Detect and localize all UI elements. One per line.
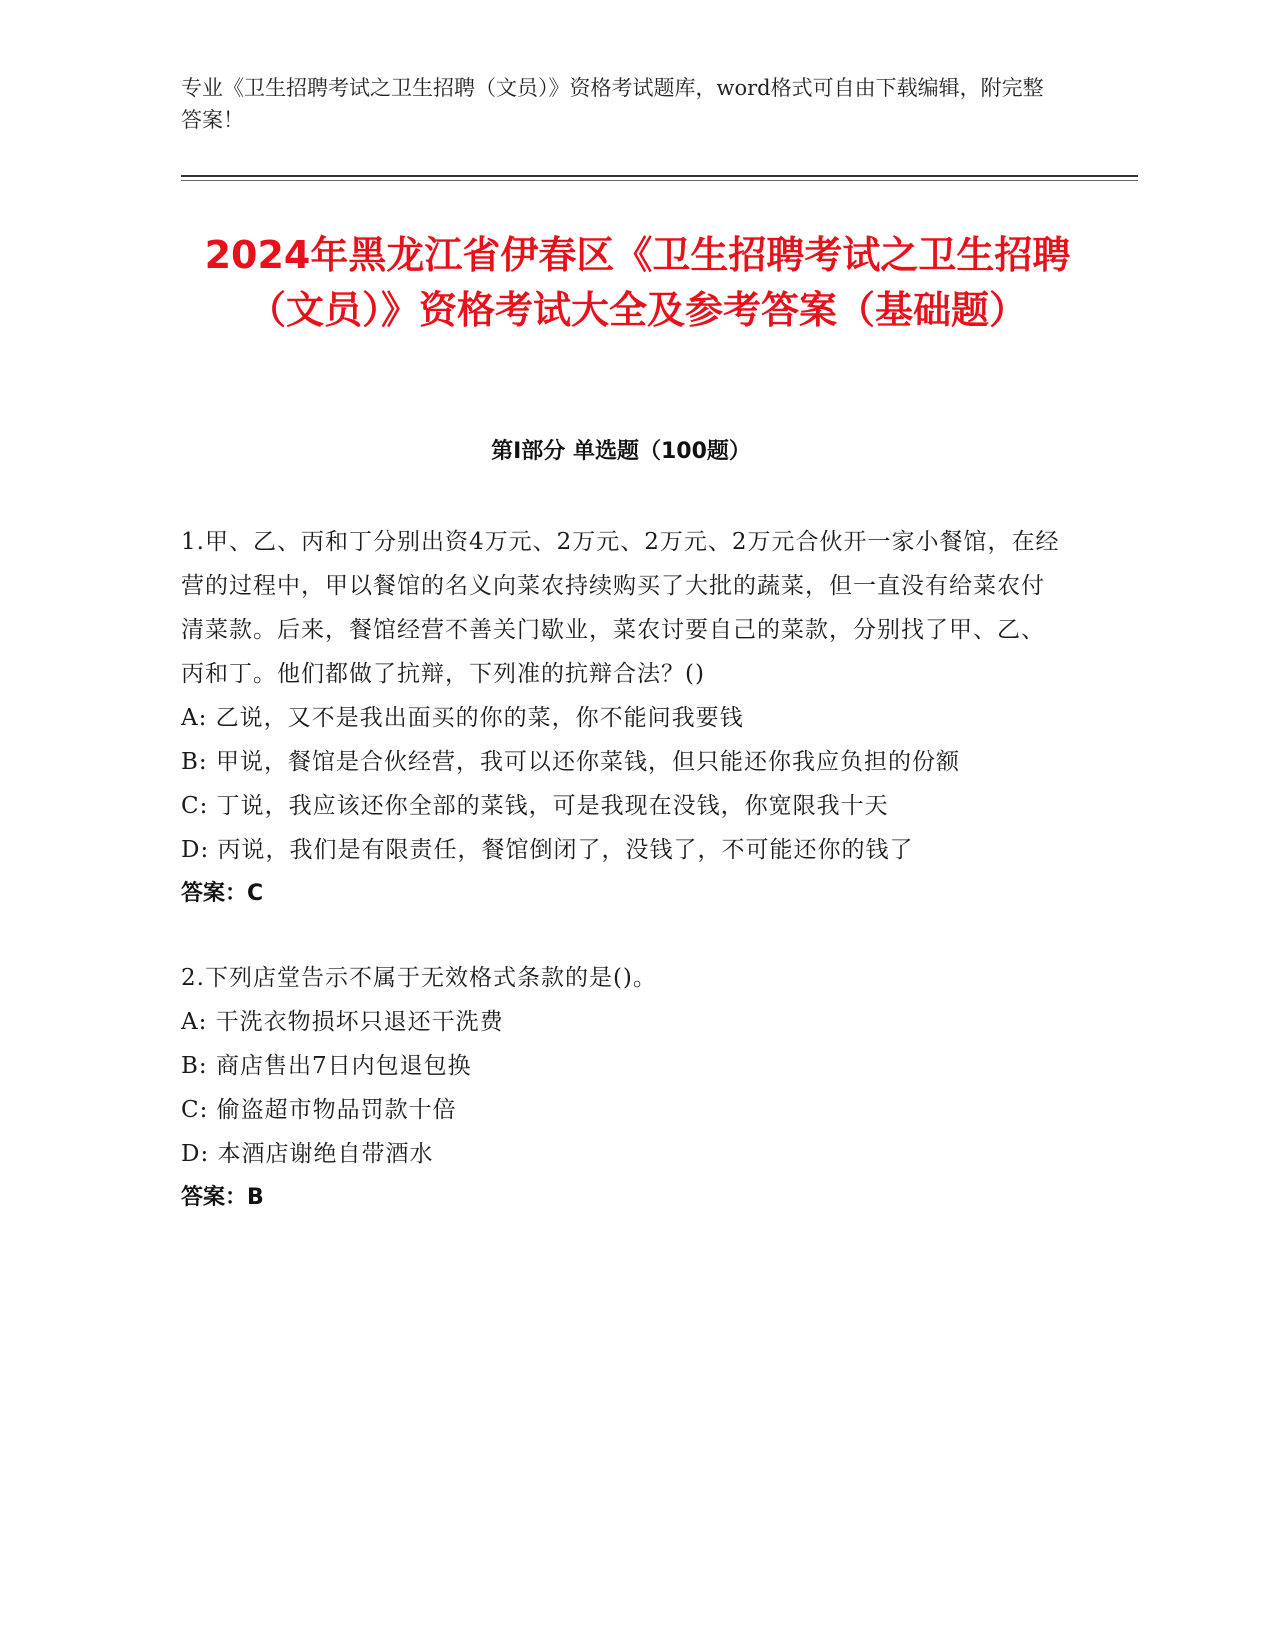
question-2 — [181, 956, 1061, 1220]
option-d: D: 丙说，我们是有限责任，餐馆倒闭了，没钱了，不可能还你的钱了 — [181, 837, 914, 863]
option-c: C: 丁说，我应该还你全部的菜钱，可是我现在没钱，你宽限我十天 — [181, 793, 889, 819]
option-c: C: 偷盗超市物品罚款十倍 — [181, 1097, 457, 1123]
header-note: 专业《卫生招聘考试之卫生招聘（文员）》资格考试题库，word格式可自由下载编辑，附完整答案！ — [181, 76, 1044, 132]
section-heading: 第I部分 单选题（100题） — [491, 439, 751, 464]
question-text: 1.甲、乙、丙和丁分别出资4万元、2万元、2万元、2万元合伙开一家小餐馆，在经营的过程中，甲以餐馆的名义向菜农持续购买了大批的蔬菜，但一直没有给菜农付清菜款。后来，餐馆经营不善关门歇业，菜农讨要自己的菜款，分别找了甲、乙、丙和丁。他们都做了抗辩，下列准的抗辩合法？() — [181, 529, 1060, 687]
option-b: B: 商店售出7日内包退包换 — [181, 1053, 472, 1079]
option-a: A: 干洗衣物损坏只退还干洗费 — [181, 1009, 504, 1035]
answer: 答案：B — [181, 1185, 264, 1210]
question-1 — [181, 520, 1061, 916]
question-list — [181, 520, 1061, 1260]
option-a: A: 乙说，又不是我出面买的你的菜，你不能问我要钱 — [181, 705, 744, 731]
option-b: B: 甲说，餐馆是合伙经营，我可以还你菜钱，但只能还你我应负担的份额 — [181, 749, 960, 775]
question-text: 2.下列店堂告示不属于无效格式条款的是()。 — [181, 965, 657, 991]
header-divider-thin — [181, 180, 1138, 181]
header-divider — [181, 175, 1138, 177]
answer: 答案：C — [181, 881, 264, 906]
option-d: D: 本酒店谢绝自带酒水 — [181, 1141, 434, 1167]
document-title: 2024年黑龙江省伊春区《卫生招聘考试之卫生招聘（文员）》资格考试大全及参考答案（基础题） — [204, 233, 1071, 332]
